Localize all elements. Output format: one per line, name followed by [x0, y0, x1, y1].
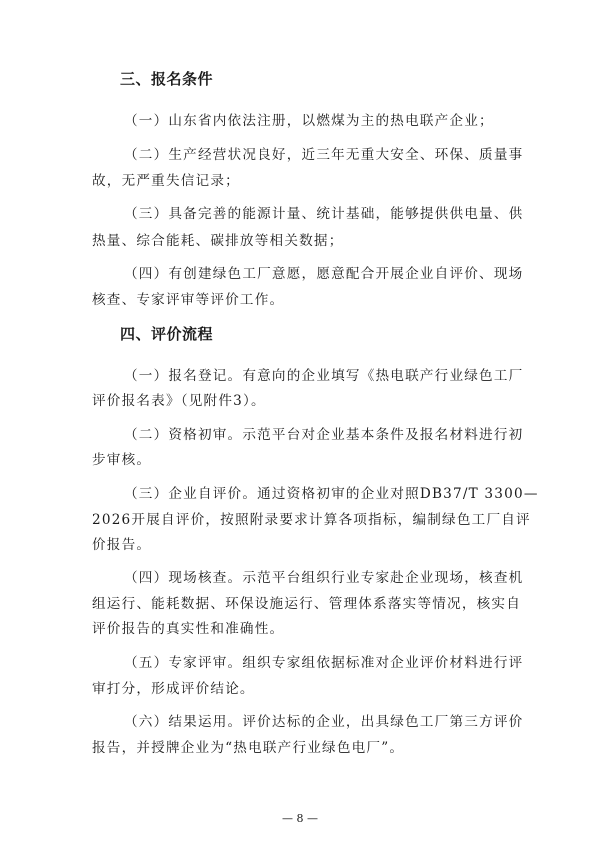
- paragraph-line: （六）结果运用。评价达标的企业，出具绿色工厂第三方评价: [124, 714, 524, 730]
- paragraph-line: 评价报名表》（见附件3）。: [92, 393, 266, 409]
- paragraph-line: 核查、专家评审等评价工作。: [92, 292, 285, 308]
- paragraph-line: （一）山东省内依法注册，以燃煤为主的热电联产企业；: [124, 113, 494, 129]
- paragraph-line: （五）专家评审。组织专家组依据标准对企业评价材料进行评: [124, 655, 524, 671]
- paragraph-line: （四）有创建绿色工厂意愿，愿意配合开展企业自评价、现场: [124, 266, 524, 282]
- paragraph-line: 2026开展自评价，按照附录要求计算各项指标，编制绿色工厂自评: [92, 512, 531, 528]
- paragraph-line: 审打分，形成评价结论。: [92, 681, 255, 697]
- paragraph-line: （二）生产经营状况良好，近三年无重大安全、环保、质量事: [124, 147, 524, 163]
- paragraph-line: （三）具备完善的能源计量、统计基础，能够提供供电量、供: [124, 206, 524, 222]
- paragraph-line: 故，无严重失信记录；: [92, 173, 240, 189]
- paragraph-line: （一）报名登记。有意向的企业填写《热电联产行业绿色工厂: [124, 368, 524, 384]
- paragraph-line: 热量、综合能耗、碳排放等相关数据；: [92, 233, 344, 249]
- paragraph-line: 价报告。: [92, 537, 152, 553]
- page-number: — 8 —: [282, 812, 318, 825]
- paragraph-line: 报告，并授牌企业为“热电联产行业绿色电厂”。: [92, 740, 405, 756]
- paragraph-line: （三）企业自评价。通过资格初审的企业对照DB37/T 3300—: [124, 486, 539, 502]
- paragraph-line: （四）现场核查。示范平台组织行业专家赴企业现场，核查机: [124, 570, 524, 586]
- paragraph-line: 组运行、能耗数据、环保设施运行、管理体系落实等情况，核实自: [92, 596, 522, 612]
- paragraph-line: 评价报告的真实性和准确性。: [92, 621, 285, 637]
- paragraph-line: （二）资格初审。示范平台对企业基本条件及报名材料进行初: [124, 427, 524, 443]
- paragraph-line: 步审核。: [92, 452, 152, 468]
- section-heading-registration: 三、报名条件: [120, 70, 214, 88]
- section-heading-evaluation-process: 四、评价流程: [120, 325, 214, 343]
